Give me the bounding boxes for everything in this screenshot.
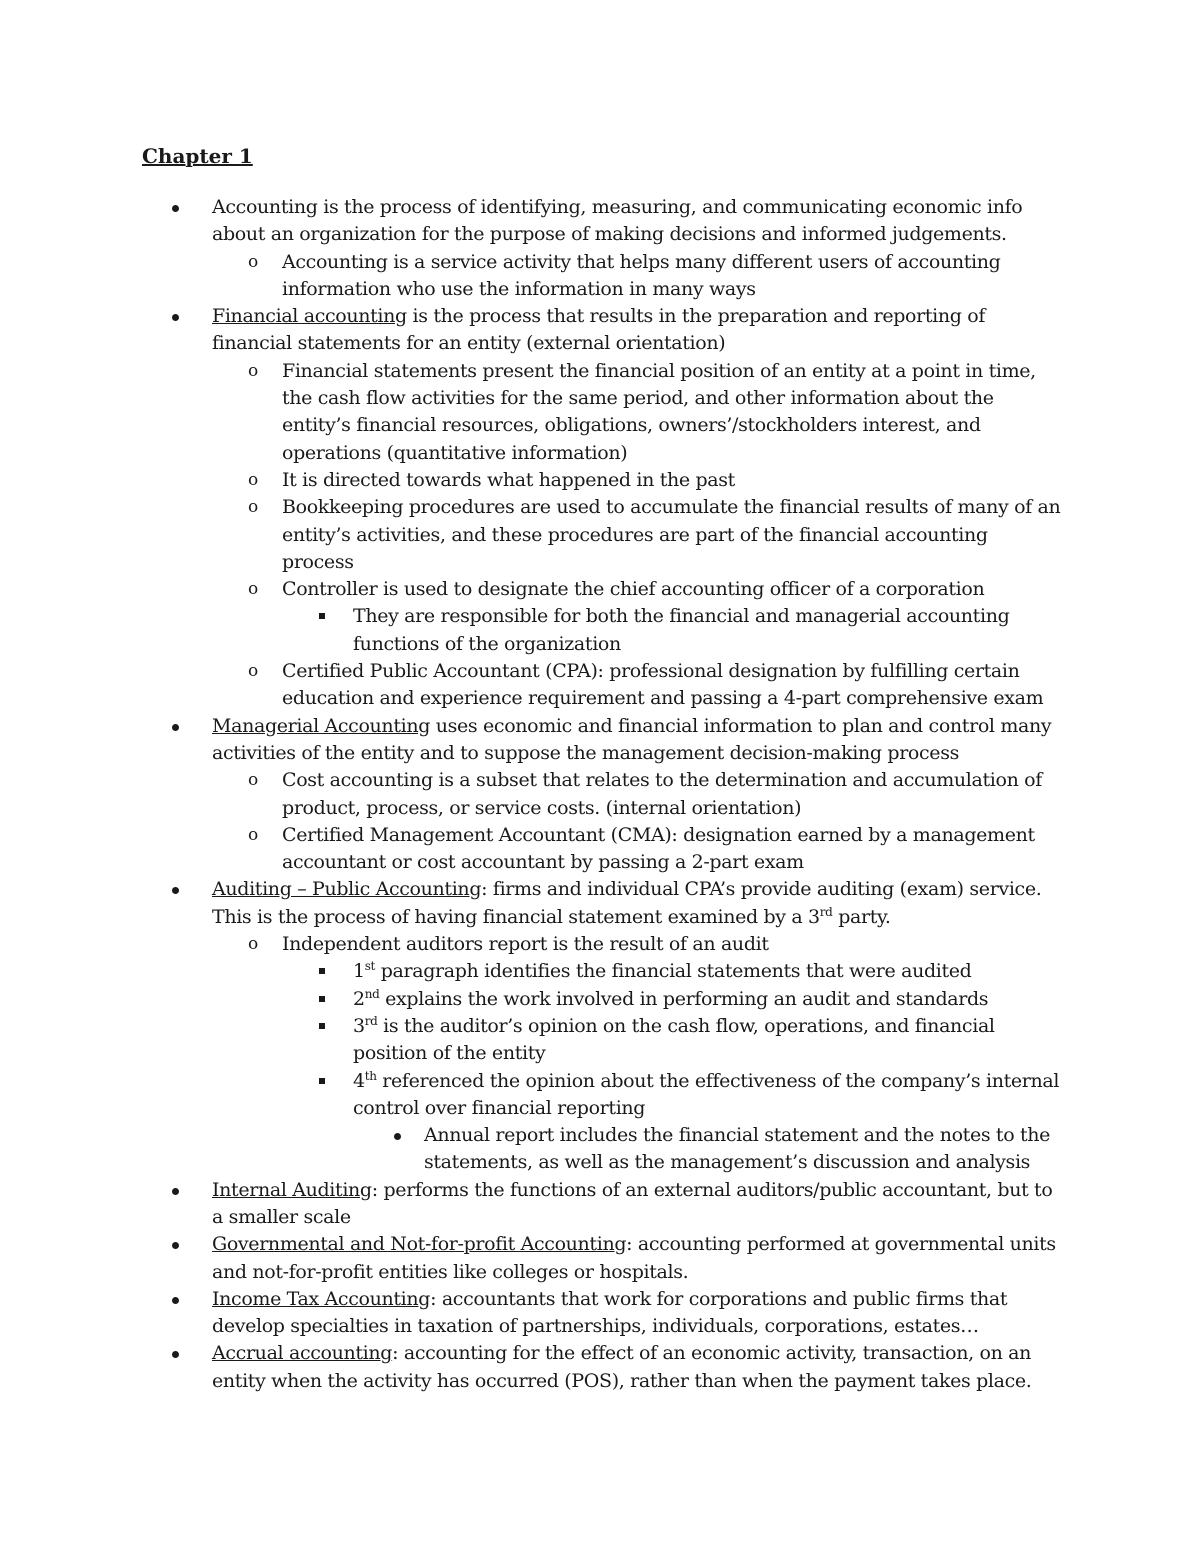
sub-sub-item-text: referenced the opinion about the effectiveness of the company’s internal control over financial reporting (353, 1069, 1060, 1119)
term-governmental-accounting: Governmental and Not-for-profit Accounting (212, 1233, 627, 1256)
bullet-list (142, 194, 1062, 1395)
sub-item-text: Certified Management Accountant (CMA): designation earned by a management accountant or cost accountant by passing a 2-part exam (282, 823, 1035, 874)
circle-marker: o (248, 497, 259, 518)
sub-list (212, 931, 1062, 1177)
sub-item (212, 822, 1062, 877)
list-item (142, 1286, 1062, 1341)
sub-sub-item (282, 986, 1062, 1013)
list-item (142, 1177, 1062, 1232)
sub-item-text: Financial statements present the financial position of an entity at a point in time, the cash flow activities for the same period, and other information about the entity’s financial resources, obligations, owners’/stockholders interest, and operations (quantitative information) (282, 359, 1036, 464)
sub-sub-item-text: paragraph identifies the financial statements that were audited (375, 960, 972, 983)
ordinal-suffix: st (364, 959, 376, 974)
sub-item-text: Cost accounting is a subset that relates to the determination and accumulation of product, process, or service costs. (internal orientation) (282, 769, 1042, 819)
sub-list (212, 767, 1062, 876)
circle-marker: o (248, 770, 259, 791)
term-managerial-accounting: Managerial Accounting (212, 714, 431, 737)
sub-list (212, 249, 1062, 304)
sub-item (212, 358, 1062, 467)
bullet-marker (172, 1297, 179, 1304)
circle-marker: o (248, 934, 259, 955)
bullet-marker (172, 1242, 179, 1249)
bullet-marker (172, 887, 179, 894)
item-text: Accounting is the process of identifying, measuring, and communicating economic info about an organization for the purpose of making decisions and informed judgements. (212, 196, 1023, 246)
item-text: : firms and individual CPA’s provide auditing (exam) service. This is the process of having financial statement examined by a 3 (212, 878, 1042, 928)
sub-sub-item (282, 603, 1062, 658)
sub-item-text: Certified Public Accountant (CPA): professional designation by fulfilling certain education and experience requirement and passing a 4-part comprehensive exam (282, 660, 1044, 710)
ordinal-suffix: nd (364, 986, 380, 1001)
circle-marker: o (248, 469, 259, 490)
term-internal-auditing: Internal Auditing (212, 1178, 372, 1201)
page-title: Chapter 1 (142, 144, 253, 168)
item-text-end: party. (832, 905, 891, 928)
ordinal-number: 2 (353, 987, 365, 1010)
sub-sub-list (282, 603, 1062, 658)
ordinal-number: 3 (353, 1014, 365, 1037)
sub-sub-list (282, 958, 1062, 1176)
list-item (142, 1231, 1062, 1286)
circle-marker: o (248, 579, 259, 600)
sub-sub-item (282, 958, 1062, 985)
list-item (142, 1340, 1062, 1395)
bullet-marker (172, 314, 179, 321)
sub-item (212, 658, 1062, 713)
item-text: uses economic and financial information to plan and control many activities of the entity and to suppose the management decision-making process (212, 714, 1052, 764)
bullet-marker (172, 205, 179, 212)
circle-marker: o (248, 824, 259, 845)
bullet-marker (172, 1188, 179, 1195)
bullet-marker (172, 1351, 179, 1358)
sub-item (212, 576, 1062, 658)
ordinal-suffix: rd (364, 1013, 378, 1028)
sub-item-text: It is directed towards what happened in the past (282, 468, 735, 491)
sub-item-text: Bookkeeping procedures are used to accumulate the financial results of many of an entity’s activities, and these procedures are part of the financial accounting process (282, 496, 1061, 573)
circle-marker: o (248, 360, 259, 381)
item-text: is the process that results in the preparation and reporting of financial statements for an entity (external orientation) (212, 305, 986, 355)
sub-list (212, 358, 1062, 713)
item-text: : accounting performed at governmental units and not-for-profit entities like colleges or hospitals. (212, 1233, 1056, 1283)
square-marker (319, 1078, 325, 1084)
sub-sub-sub-item-text: Annual report includes the financial statement and the notes to the statements, as well as the management’s discussion and analysis (424, 1124, 1051, 1174)
sub-item-text: Independent auditors report is the result of an audit (282, 933, 769, 956)
list-item (142, 876, 1062, 1176)
circle-marker: o (248, 251, 259, 272)
sub-item (212, 249, 1062, 304)
square-marker (319, 996, 325, 1002)
item-text: : accountants that work for corporations and public firms that develop specialties in taxation of partnerships, individuals, corporations, estates… (212, 1287, 1008, 1338)
ordinal-number: 4 (353, 1069, 365, 1092)
sub-item (212, 467, 1062, 494)
square-marker (319, 613, 325, 619)
term-financial-accounting: Financial accounting (212, 305, 407, 328)
sub-sub-item-text: explains the work involved in performing an audit and standards (379, 987, 989, 1010)
notes-content (142, 194, 1062, 1395)
sub-sub-item-text: They are responsible for both the financial and managerial accounting functions of the organization (353, 605, 1010, 655)
term-income-tax-accounting: Income Tax Accounting (212, 1287, 431, 1310)
term-accrual-accounting: Accrual accounting (212, 1342, 393, 1365)
square-marker (319, 1023, 325, 1029)
item-text: : performs the functions of an external auditors/public accountant, but to a smaller scale (212, 1178, 1053, 1228)
sub-item (212, 494, 1062, 576)
item-text: : accounting for the effect of an economic activity, transaction, on an entity when the activity has occurred (POS), rather than when the payment takes place. (212, 1342, 1032, 1392)
sub-item (212, 767, 1062, 822)
list-item (142, 194, 1062, 303)
superscript: rd (819, 904, 833, 919)
sub-sub-item-text: is the auditor’s opinion on the cash flow, operations, and financial position of the entity (353, 1014, 995, 1065)
term-auditing-public-accounting: Auditing – Public Accounting (212, 878, 482, 901)
sub-sub-sub-item (353, 1122, 1062, 1177)
sub-item-text: Controller is used to designate the chief accounting officer of a corporation (282, 578, 985, 601)
sub-item (212, 931, 1062, 1177)
sub-sub-item (282, 1013, 1062, 1068)
list-item (142, 303, 1062, 712)
bullet-marker (394, 1133, 401, 1140)
sub-sub-sub-list (353, 1122, 1062, 1177)
sub-sub-item (282, 1068, 1062, 1177)
ordinal-number: 1 (353, 960, 365, 983)
sub-item-text: Accounting is a service activity that helps many different users of accounting information who use the information in many ways (282, 250, 1001, 300)
bullet-marker (172, 724, 179, 731)
circle-marker: o (248, 661, 259, 682)
square-marker (319, 968, 325, 974)
ordinal-suffix: th (364, 1068, 377, 1083)
list-item (142, 713, 1062, 877)
